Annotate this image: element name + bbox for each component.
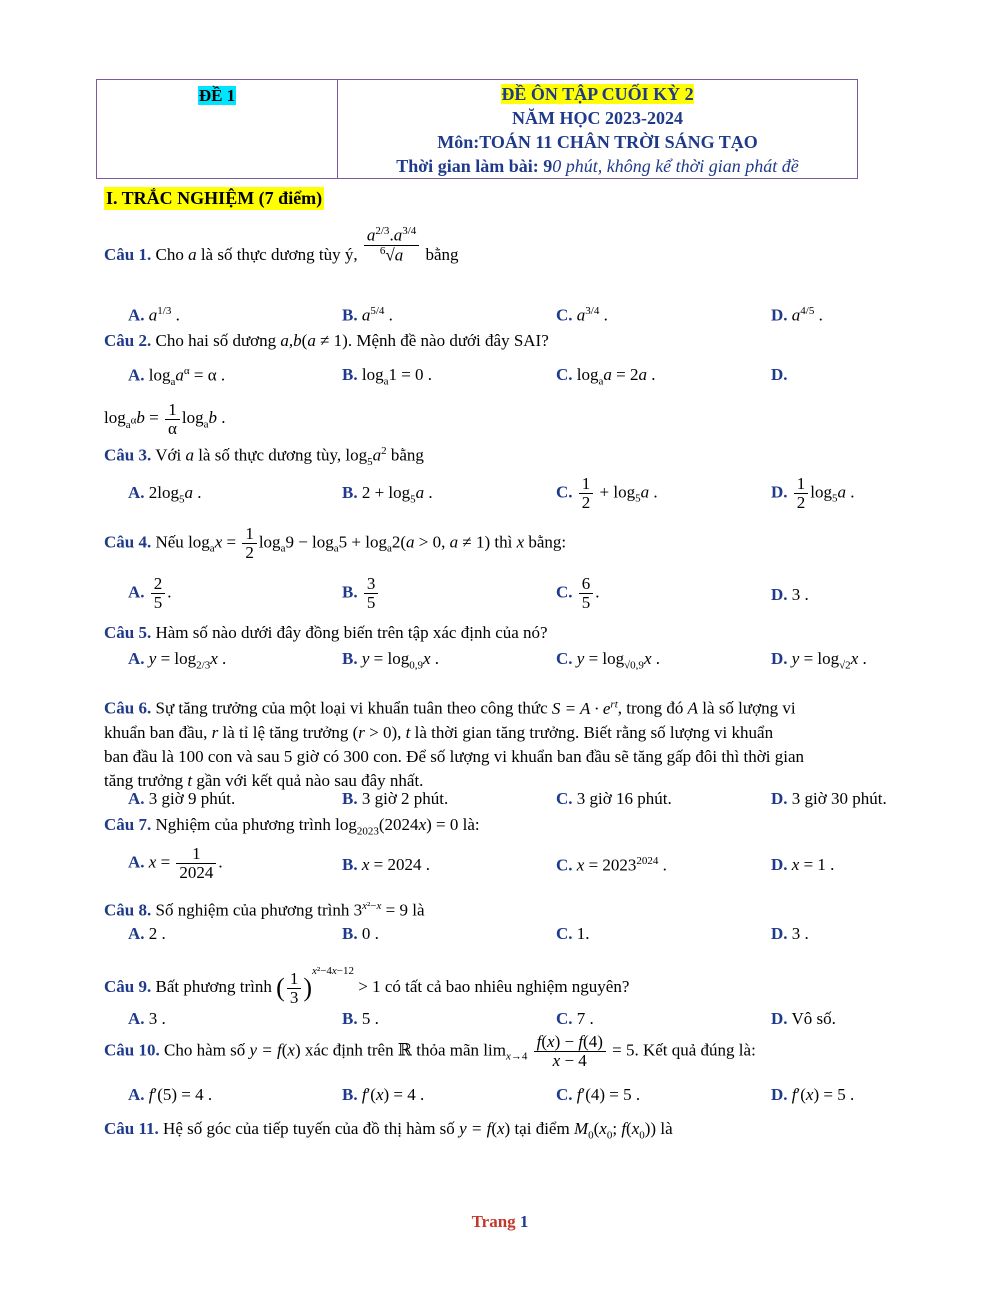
subject: Môn:TOÁN 11 CHÂN TRỜI SÁNG TẠO [437, 132, 758, 152]
exam-title: ĐỀ ÔN TẬP CUỐI KỲ 2 [501, 84, 694, 104]
page-footer: Trang 1 [471, 1212, 529, 1231]
exam-title-cell [338, 80, 857, 178]
school-year: NĂM HỌC 2023-2024 [512, 108, 683, 128]
section-heading: I. TRẮC NGHIỆM (7 điểm) [106, 188, 323, 208]
time-info: Thời gian làm bài: 90 phút, không kể thời gian phát đề [396, 156, 799, 176]
exam-code-cell [97, 80, 338, 178]
exam-code: ĐỀ 1 [198, 86, 236, 105]
header-table [96, 79, 858, 179]
